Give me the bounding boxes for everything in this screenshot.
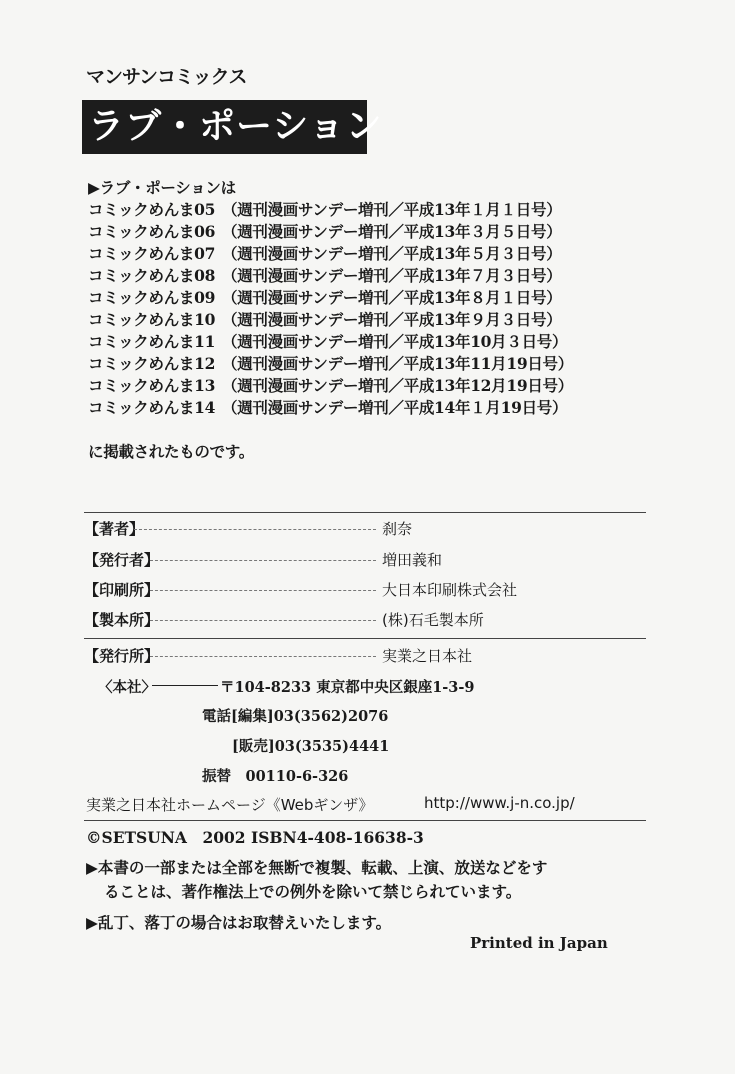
issue-magazine: コミックめんま10 [88,310,216,329]
notice-line: ることは、著作権法上での例外を除いて禁じられています。 [104,882,522,901]
dotted-leader [150,560,376,561]
tel-sales: [販売]03(3535)4441 [232,738,390,755]
homepage-label: 実業之日本社ホームページ《Webギンザ》 [86,796,374,814]
leader-line [152,685,218,686]
issue-magazine: コミックめんま09 [88,288,216,307]
credit-value: 刹奈 [382,520,413,538]
issue-detail: （週刊漫画サンデー増刊／平成13年12月19日号） [222,376,573,395]
issue-detail: （週刊漫画サンデー増刊／平成13年10月３日号） [222,332,568,351]
issue-detail: （週刊漫画サンデー増刊／平成13年７月３日号） [222,266,562,285]
issue-detail: （週刊漫画サンデー増刊／平成13年１月１日号） [222,200,562,219]
series-logo: マンサンコミックス [86,66,247,88]
issue-magazine: コミックめんま13 [88,376,216,395]
issue-magazine: コミックめんま14 [88,398,216,417]
copyright-isbn: ©SETSUNA 2002 ISBN4-408-16638-3 [86,828,424,847]
serialization-outro: に掲載されたものです。 [88,442,254,461]
transfer-account: 振替 00110-6-326 [202,768,349,785]
credit-value: 大日本印刷株式会社 [382,581,518,599]
credit-label: 【発行者】 [84,551,160,569]
printed-in-japan: Printed in Japan [470,934,608,952]
credit-label: 【製本所】 [84,611,160,629]
dotted-leader [150,590,376,591]
issue-magazine: コミックめんま08 [88,266,216,285]
issue-magazine: コミックめんま05 [88,200,216,219]
dotted-leader [150,656,376,657]
issue-magazine: コミックめんま12 [88,354,216,373]
issue-magazine: コミックめんま11 [88,332,216,351]
issue-magazine: コミックめんま06 [88,222,216,241]
issue-detail: （週刊漫画サンデー増刊／平成13年９月３日号） [222,310,562,329]
divider [84,820,646,821]
issue-detail: （週刊漫画サンデー増刊／平成13年５月３日号） [222,244,562,263]
credit-value: (株)石毛製本所 [382,611,484,629]
serialization-intro: ▶ラブ・ポーションは [88,178,236,197]
tel-editorial: 電話[編集]03(3562)2076 [202,708,389,725]
dotted-leader [150,620,376,621]
homepage-url[interactable]: http://www.j-n.co.jp/ [424,794,575,812]
notice-line: ▶乱丁、落丁の場合はお取替えいたします。 [86,913,392,932]
credit-value: 実業之日本社 [382,647,473,665]
postal-address: 〒104-8233 東京都中央区銀座1-3-9 [220,679,475,696]
notice-line: ▶本書の一部または全部を無断で複製、転載、上演、放送などをす [86,858,548,877]
issue-magazine: コミックめんま07 [88,244,216,263]
book-title: ラブ・ポーション [82,100,367,154]
issue-detail: （週刊漫画サンデー増刊／平成13年11月19日号） [222,354,573,373]
head-office-label: 〈本社〉 [98,679,156,696]
divider [84,512,646,513]
issue-detail: （週刊漫画サンデー増刊／平成14年１月19日号） [222,398,568,417]
divider [84,638,646,639]
issue-detail: （週刊漫画サンデー増刊／平成13年８月１日号） [222,288,562,307]
credit-label: 【印刷所】 [84,581,160,599]
credit-value: 増田義和 [382,551,443,569]
dotted-leader [134,529,376,530]
credit-label: 【著者】 [84,520,145,538]
issue-detail: （週刊漫画サンデー増刊／平成13年３月５日号） [222,222,562,241]
credit-label: 【発行所】 [84,647,160,665]
